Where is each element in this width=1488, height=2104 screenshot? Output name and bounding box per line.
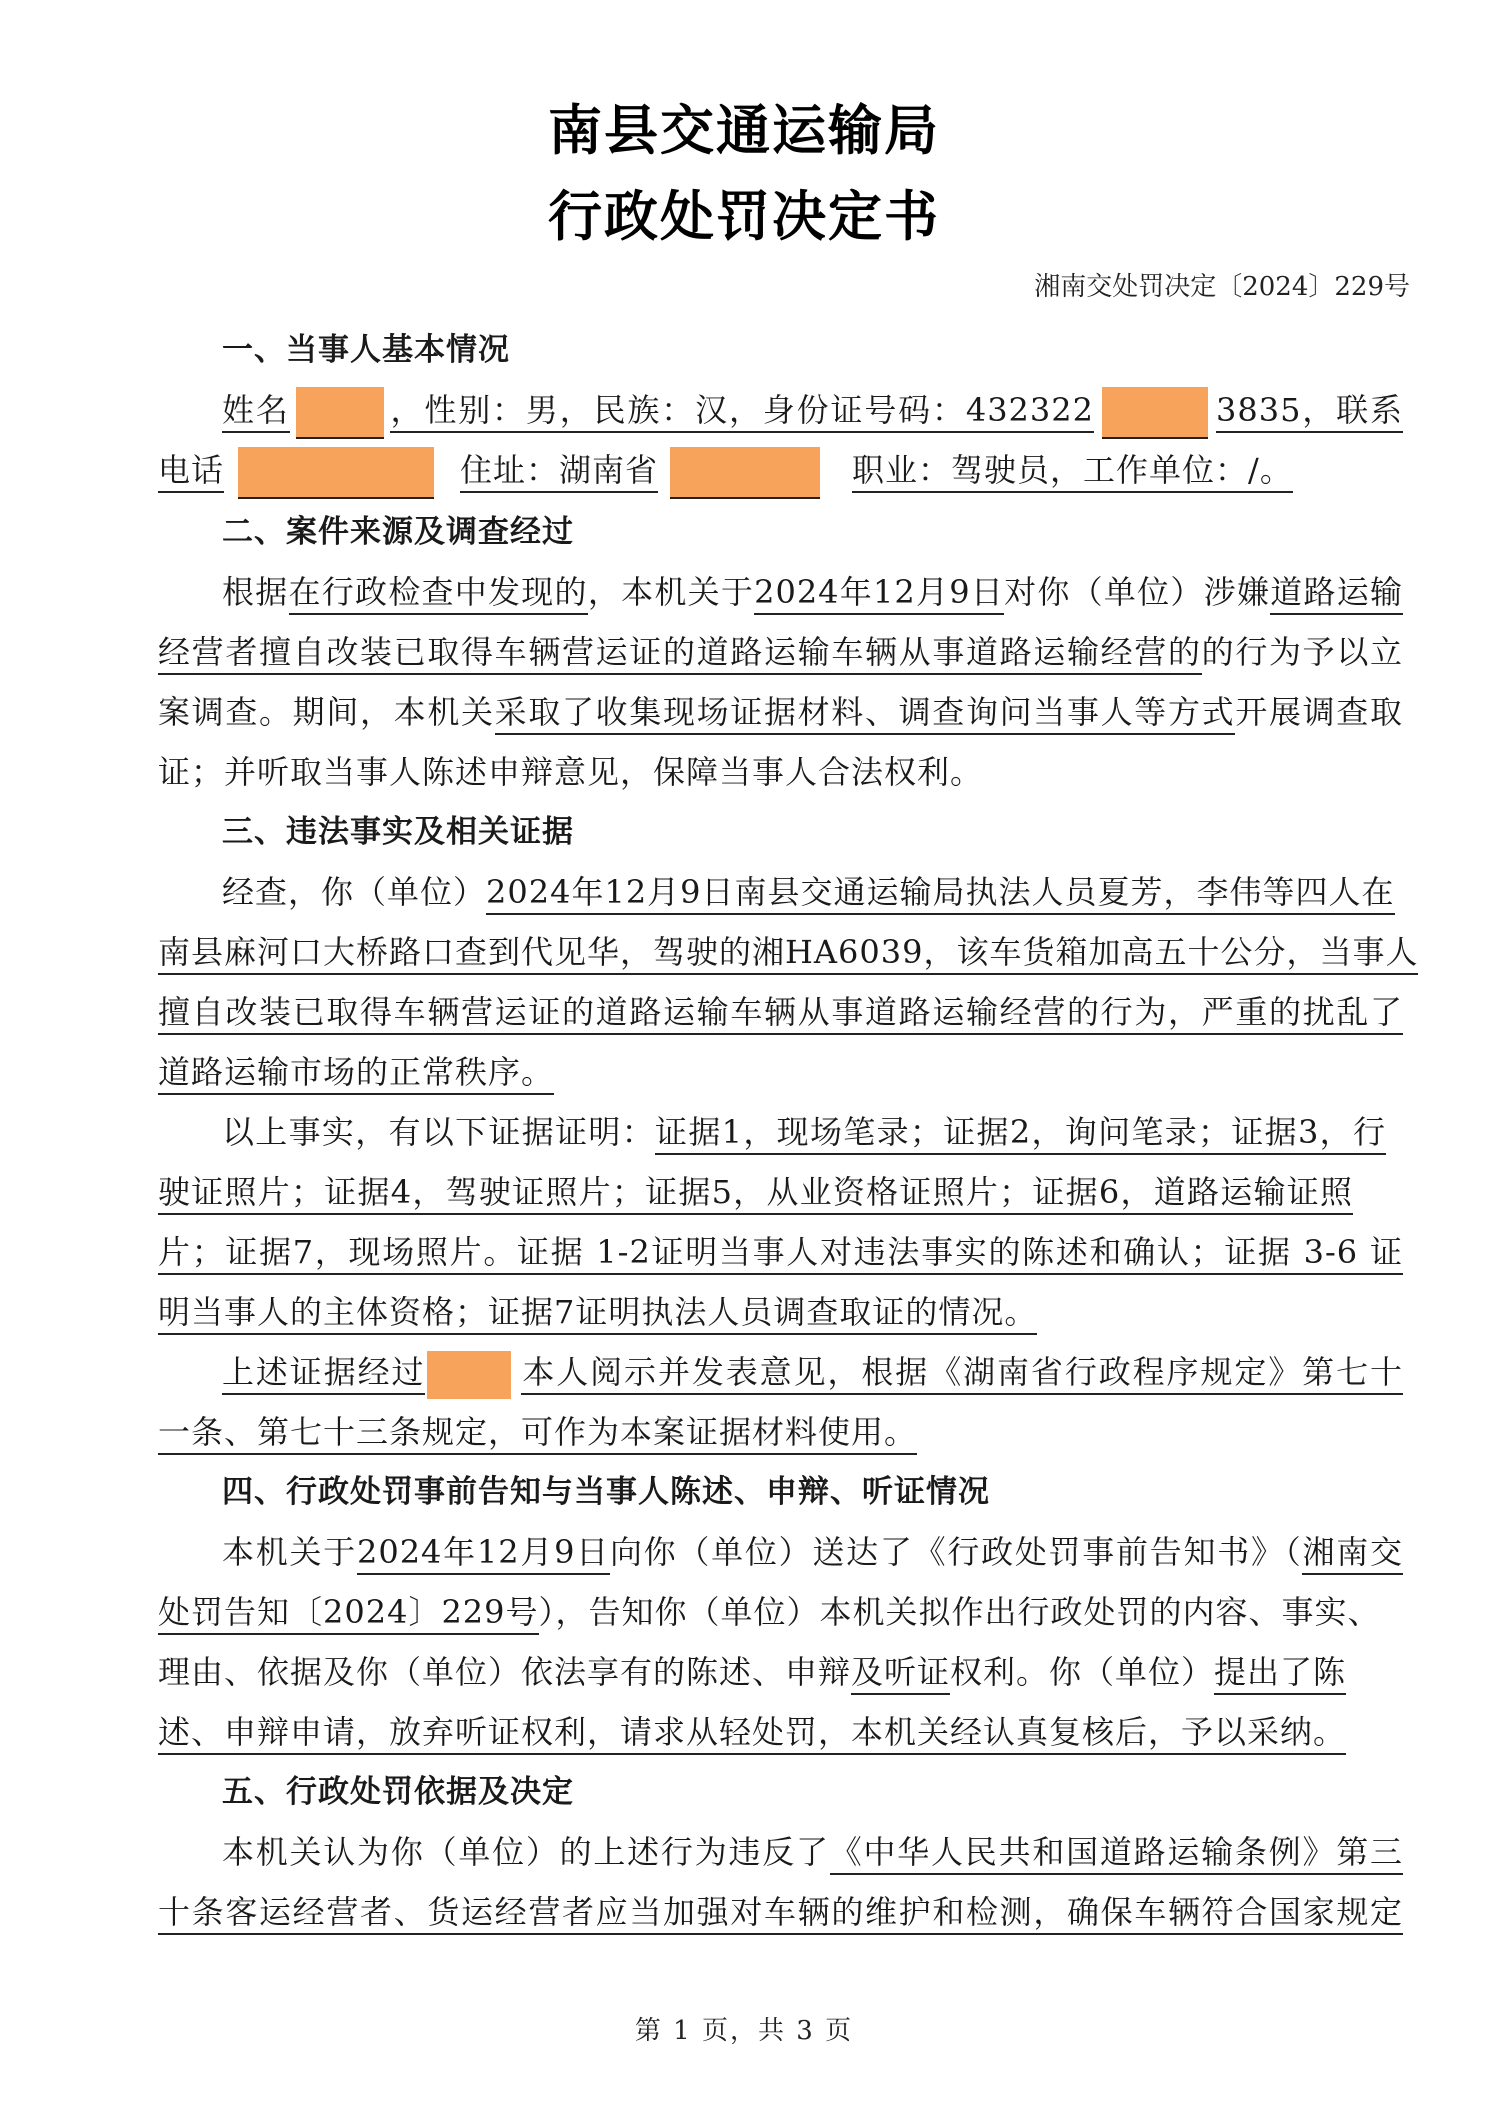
evidence-list: 片；证据7，现场照片。证据 1-2证明当事人对违法事实的陈述和确认；证据 3-6 证: [158, 1233, 1403, 1275]
s2-text: 的行为予以立: [1201, 633, 1403, 671]
s2-line-3: [158, 682, 1403, 742]
phone-label: 电话: [158, 451, 224, 493]
notice-number: 处罚告知〔2024〕229号: [158, 1593, 539, 1635]
document-title: 行政处罚决定书: [548, 185, 940, 248]
evidence-list: 明当事人的主体资格；证据7证明执法人员调查取证的情况。: [158, 1293, 1037, 1335]
s4-text: ），告知你（单位）本机关拟作出行政处罚的内容、事实、: [538, 1593, 1381, 1631]
agency-title: 南县交通运输局: [548, 99, 940, 162]
document-number: 湘南交处罚决定〔2024〕229号: [1034, 272, 1410, 302]
hearing-rights: 及听证: [851, 1653, 950, 1695]
violation-text: 道路运输: [1270, 573, 1403, 615]
case-date: 2024年12月9日: [754, 573, 1004, 615]
s4-text: 向你（单位）送达了《行政处罚事前告知书》（: [609, 1533, 1303, 1571]
investigation-methods: 采取了收集现场证据材料、调查询问当事人等方式: [495, 693, 1236, 735]
redacted-address: [670, 447, 820, 499]
violation-text: 经营者擅自改装已取得车辆营运证的道路运输车辆从事道路运输经营的: [158, 633, 1202, 675]
s2-line-4: 证；并听取当事人陈述申辩意见，保障当事人合法权利。: [158, 753, 984, 791]
gender-ethnicity-id: ，性别：男，民族：汉，身份证号码：432322: [390, 391, 1094, 433]
s2-text: ，本机关于: [587, 573, 755, 611]
evidence-review: 上述证据经过: [222, 1353, 425, 1395]
id-suffix: 3835，联系: [1216, 391, 1403, 433]
evidence-list: 证据1，现场笔录；证据2，询问笔录；证据3，行: [655, 1113, 1386, 1155]
s3-p3-line-1: [222, 1342, 1403, 1402]
s3-p2-line-4: [158, 1282, 1403, 1342]
s2-text: 对你（单位）涉嫌: [1004, 573, 1271, 611]
s3-p2-line-3: [158, 1222, 1403, 1282]
facts-text: 2024年12月9日南县交通运输局执法人员夏芳，李伟等四人在: [486, 873, 1395, 915]
section-1-heading: 一、当事人基本情况: [222, 332, 510, 368]
occupation-employer: 职业：驾驶员，工作单位：/。: [852, 451, 1293, 493]
s3-p2-line-2: [158, 1162, 1353, 1222]
s5-line-2: [158, 1882, 1403, 1942]
s4-line-2: [158, 1582, 1403, 1642]
s4-text: 理由、依据及你（单位）依法享有的陈述、申辩: [158, 1653, 852, 1691]
facts-text: 道路运输市场的正常秩序。: [158, 1053, 554, 1095]
page-indicator: 第 1 页，共 3 页: [634, 2016, 854, 2046]
section-5-heading: 五、行政处罚依据及决定: [222, 1774, 574, 1810]
evidence-review: 一条、第七十三条规定，可作为本案证据材料使用。: [158, 1413, 917, 1455]
section-2-heading: 二、案件来源及调查经过: [222, 514, 574, 550]
s3-p1-line-3: [158, 982, 1403, 1042]
s3-p1-line-4: [158, 1042, 1403, 1102]
evidence-list: 驶证照片；证据4，驾驶证照片；证据5，从业资格证照片；证据6，道路运输证照: [158, 1173, 1353, 1215]
s3-text: 以上事实，有以下证据证明：: [222, 1113, 656, 1151]
s4-text: 本机关于: [222, 1533, 357, 1571]
s2-text: 根据: [222, 573, 289, 611]
s3-p1-line-1: [222, 862, 1395, 922]
s2-line-2: [158, 622, 1403, 682]
notice-date: 2024年12月9日: [357, 1533, 610, 1575]
party-line-2: [158, 440, 1338, 500]
redacted-id: [1102, 387, 1208, 439]
notice-number: 湘南交: [1302, 1533, 1402, 1575]
s4-line-4: [158, 1702, 1403, 1762]
s2-line-1: [222, 562, 1403, 622]
s4-line-3: [158, 1642, 1403, 1702]
name-label: 姓名: [222, 391, 290, 433]
legal-basis: 《中华人民共和国道路运输条例》第三: [830, 1833, 1403, 1875]
s3-p3-line-2: [158, 1402, 1403, 1462]
evidence-review: 本人阅示并发表意见，根据《湖南省行政程序规定》第七十: [521, 1353, 1403, 1395]
s3-p2-line-1: [222, 1102, 1386, 1162]
s4-line-1: [222, 1522, 1403, 1582]
s3-p1-line-2: [158, 922, 1419, 982]
s3-text: 经查，你（单位）: [222, 873, 487, 911]
case-source: 在行政检查中发现的: [289, 573, 588, 615]
facts-text: 擅自改装已取得车辆营运证的道路运输车辆从事道路运输经营的行为，严重的扰乱了: [158, 993, 1403, 1035]
s5-text: 本机关认为你（单位）的上述行为违反了: [222, 1833, 830, 1871]
section-3-heading: 三、违法事实及相关证据: [222, 814, 574, 850]
party-response: 提出了陈: [1214, 1653, 1346, 1695]
section-4-heading: 四、行政处罚事前告知与当事人陈述、申辩、听证情况: [222, 1474, 990, 1510]
s2-text: 案调查。期间，本机关: [158, 693, 495, 731]
redacted-phone: [238, 447, 434, 499]
s5-line-1: [222, 1822, 1403, 1882]
s4-text: 权利。你（单位）: [950, 1653, 1215, 1691]
party-line-1: [222, 380, 1403, 440]
facts-text: 南县麻河口大桥路口查到代见华，驾驶的湘HA6039，该车货箱加高五十公分，当事人: [158, 933, 1418, 975]
redacted-name: [296, 387, 384, 439]
address-label: 住址：湖南省: [460, 451, 658, 493]
party-response: 述、申辩申请，放弃听证权利，请求从轻处罚，本机关经认真复核后，予以采纳。: [158, 1713, 1346, 1755]
s2-text: 开展调查取: [1235, 693, 1403, 731]
redacted-reviewer: [427, 1351, 511, 1399]
legal-basis: 十条客运经营者、货运经营者应当加强对车辆的维护和检测，确保车辆符合国家规定: [158, 1893, 1403, 1935]
